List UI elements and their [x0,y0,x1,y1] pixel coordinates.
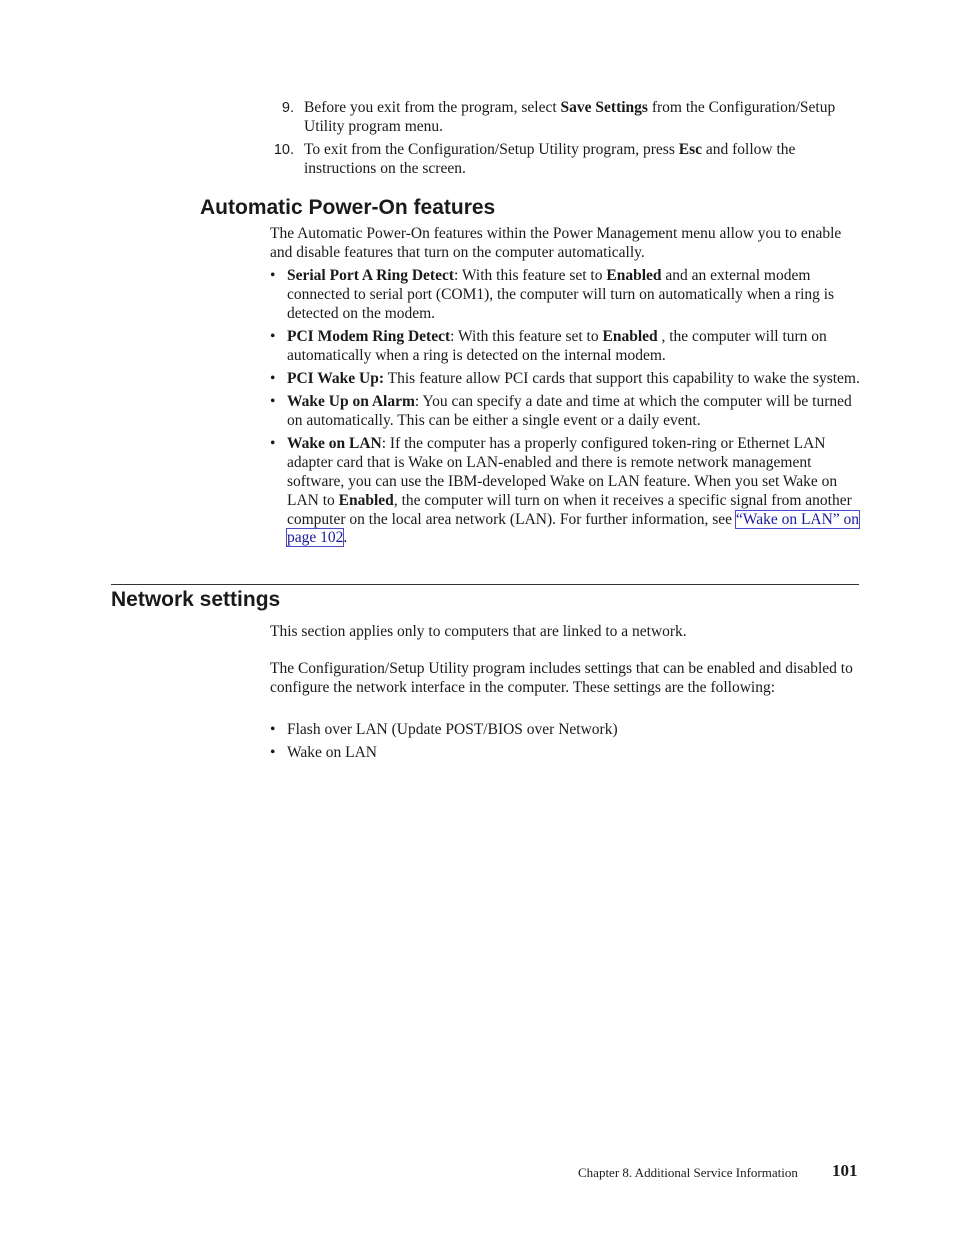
page-number: 101 [832,1161,858,1180]
list-item: • Serial Port A Ring Detect: With this feature set to Enabled and an external modem connected to serial port (COM1), the computer will turn on automatically when a ring is detected on the modem. [270,267,835,322]
intro-paragraph: The Automatic Power-On features within the Power Management menu allow you to enable and disable features that turn on the computer automatically. [270,225,842,261]
network-settings-paragraph: The Configuration/Setup Utility program includes settings that can be enabled and disabled to configure the network interface in the computer. These settings are the following: [270,660,853,696]
footer-chapter-title: Chapter 8. Additional Service Information [578,1165,798,1180]
list-item: • Wake on LAN [270,744,378,762]
step-number: 9. [281,100,294,116]
section-heading-network-settings: Network settings [111,588,281,611]
list-item: • PCI Wake Up: This feature allow PCI cards that support this capability to wake the system. [270,369,860,387]
list-item: • Wake Up on Alarm: You can specify a date and time at which the computer will be turned on automatically. This can be either a single event or a daily event. [270,393,852,430]
network-settings-list [270,721,862,768]
section-heading-automatic-power-on: Automatic Power-On features [200,196,496,219]
wake-on-lan-page-link[interactable]: “Wake on LAN” on page 102 [287,510,860,547]
list-item: • Flash over LAN (Update POST/BIOS over Network) [270,721,618,738]
step-text: Before you exit from the program, select Save Settings from the Configuration/Setup Utility program menu. [304,99,836,135]
section-divider [111,584,859,585]
step-text: To exit from the Configuration/Setup Utility program, press Esc and follow the instructions on the screen. [304,141,796,177]
power-on-feature-list [270,267,862,553]
list-item: • PCI Modem Ring Detect: With this feature set to Enabled , the computer will turn on automatically when a ring is detected on the internal modem. [270,327,827,364]
list-item: • Wake on LAN: If the computer has a properly configured token-ring or Ethernet LAN adapter card that is Wake on LAN-enabled and there is remote network management software, you can use the IBM-developed Wake on LAN feature. When you set Wake on LAN to Enabled, the computer will turn on when it receives a specific signal from another computer on the local area network (LAN). For further information, see “Wake on LAN” on page 102. [270,435,860,547]
step-number: 10. [273,142,294,158]
network-intro-paragraph: This section applies only to computers that are linked to a network. [270,623,687,640]
